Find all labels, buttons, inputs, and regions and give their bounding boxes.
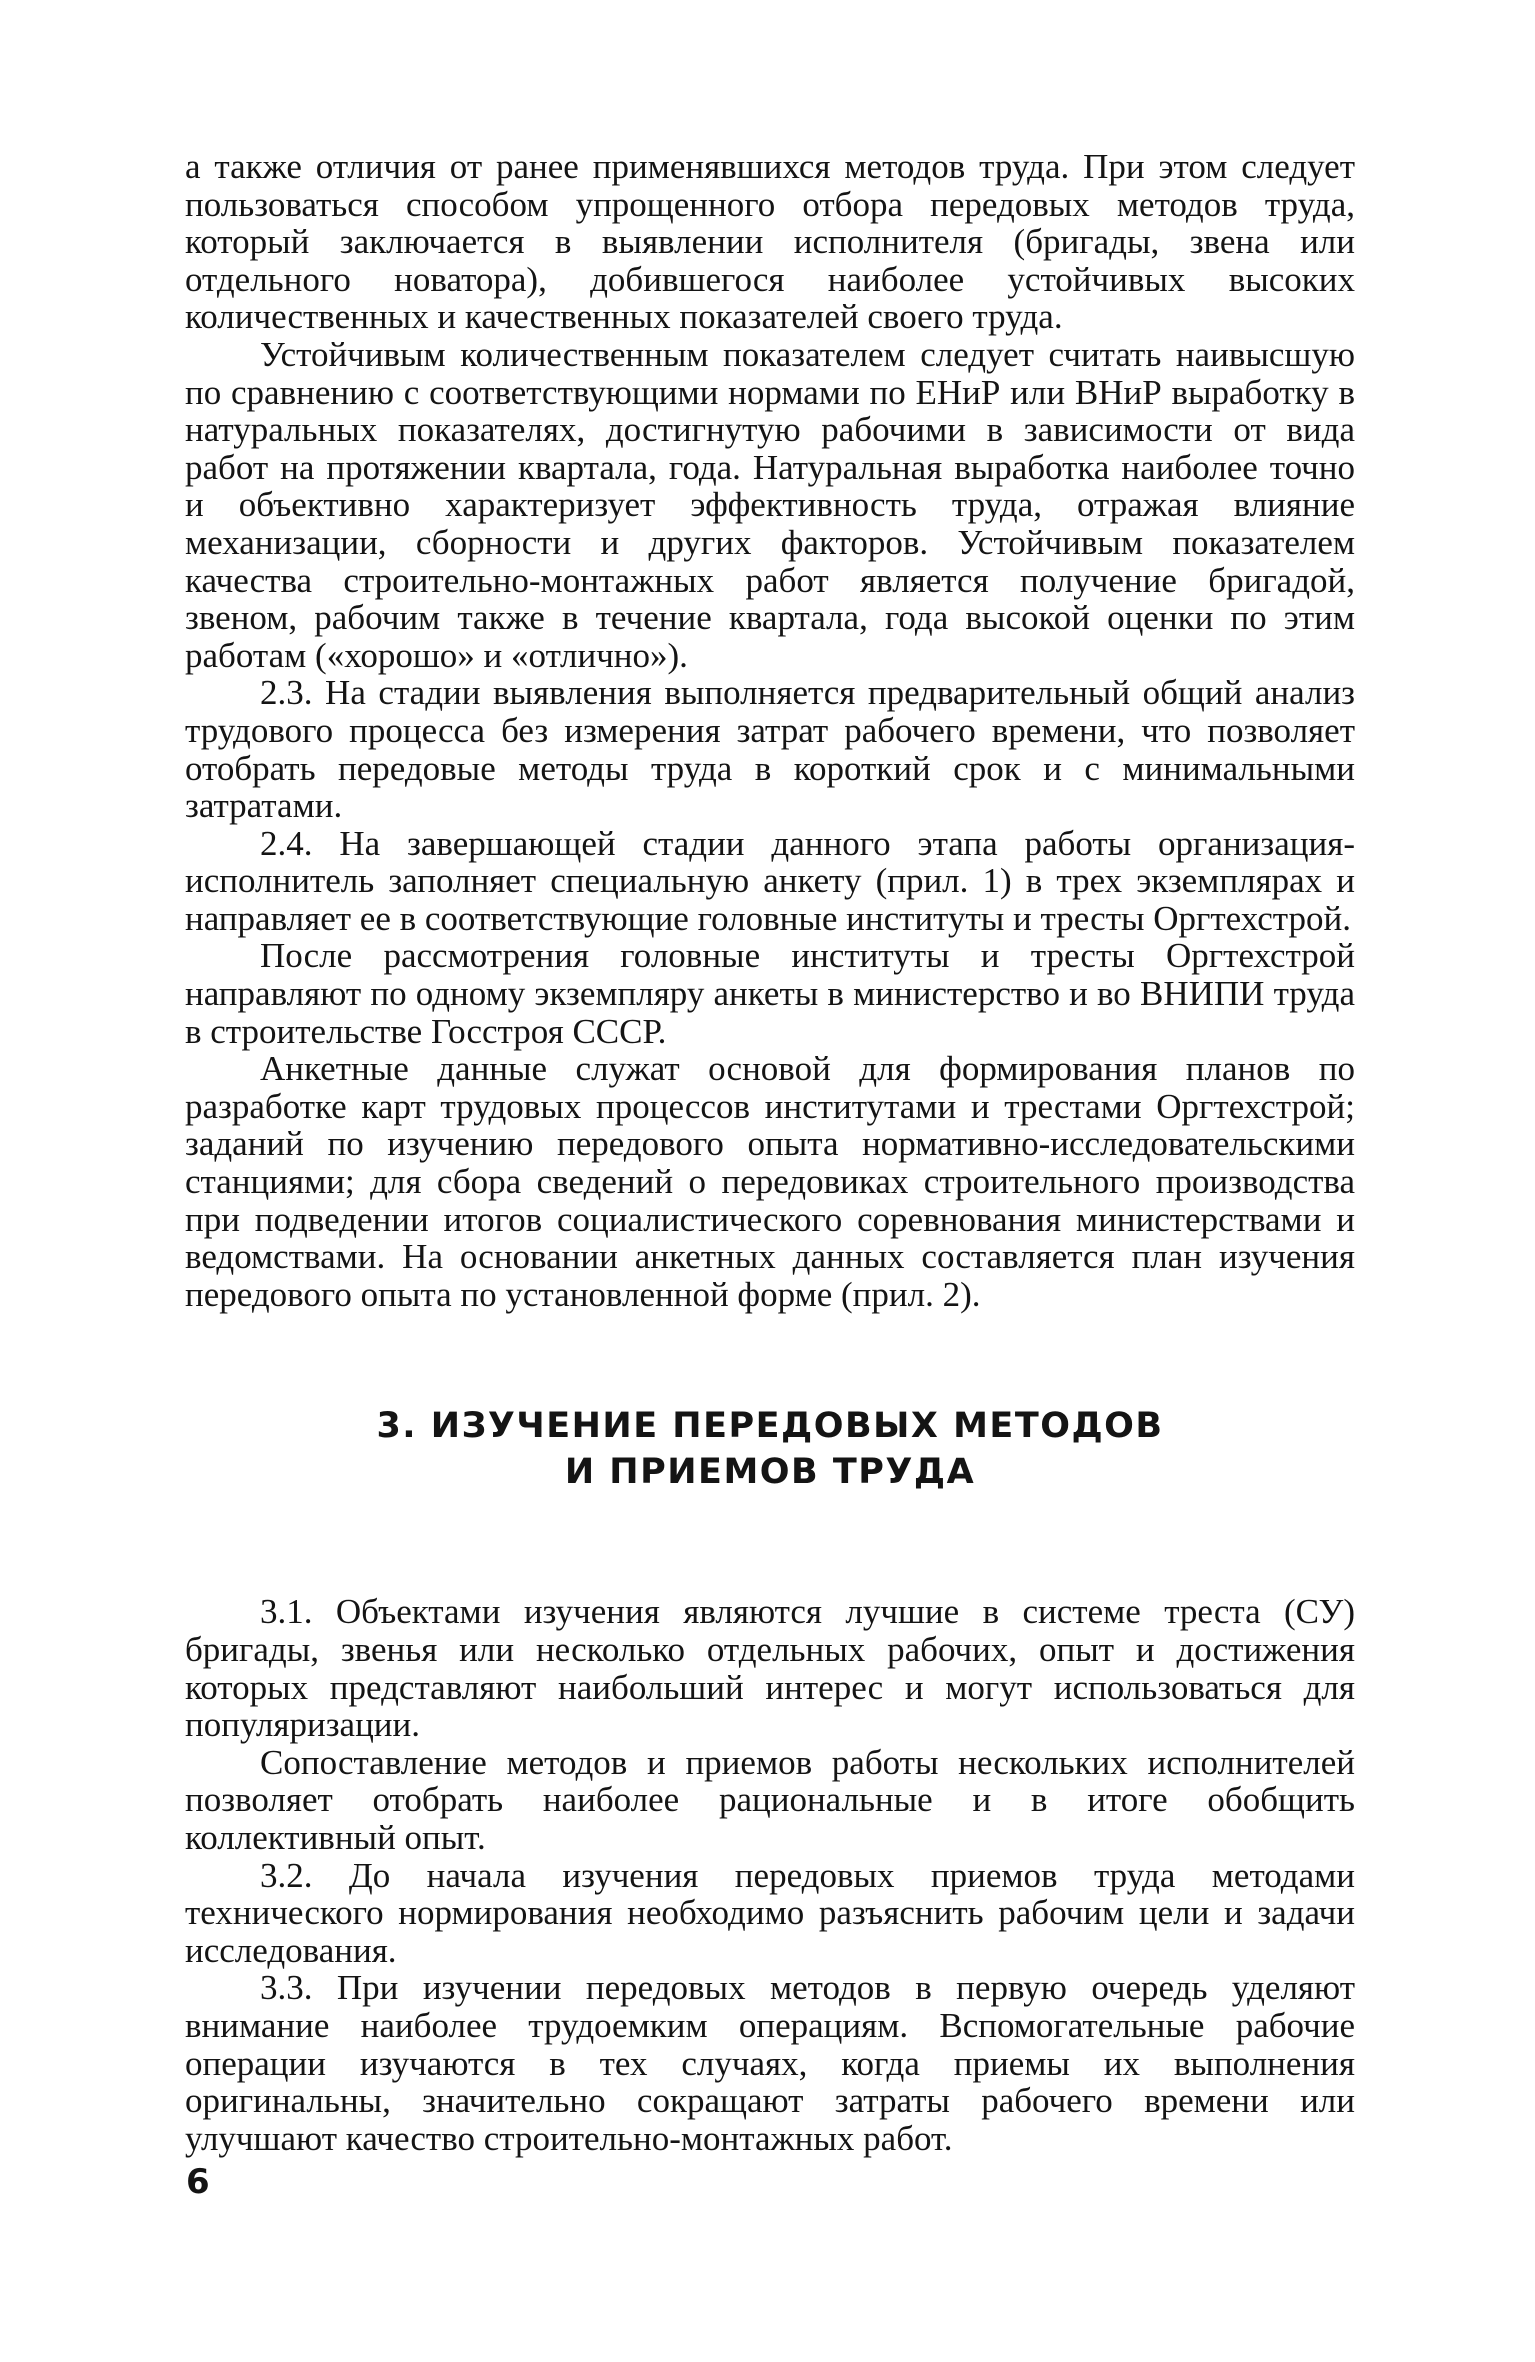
paragraph: После рассмотрения головные институты и тресты Оргтехстрой направляют по одному экземпляру анкеты в министерство и во ВНИПИ труда в строительстве Госстроя СССР. bbox=[185, 936, 1355, 1051]
page-number: 6 bbox=[186, 2162, 210, 2202]
section-heading-line: 3. ИЗУЧЕНИЕ ПЕРЕДОВЫХ МЕТОДОВ bbox=[376, 1406, 1164, 1447]
paragraph: а также отличия от ранее применявшихся методов труда. При этом следует пользоваться способом упрощенного отбора передовых методов труда, который заключается в выявлении исполнителя (бригады, звена или отдельного новатора), добившегося наиболее устойчивых высоких количественных и качественных показателей своего труда. bbox=[185, 147, 1355, 337]
paragraph: Сопоставление методов и приемов работы нескольких исполнителей позволяет отобрать наиболее рациональные и в итоге обобщить коллективный опыт. bbox=[185, 1742, 1355, 1857]
paragraph: 3.2. До начала изучения передовых приемов труда методами технического нормирования необходимо разъяснить рабочим цели и задачи исследования. bbox=[185, 1855, 1355, 1970]
page-body bbox=[185, 148, 1355, 2157]
paragraph: 3.1. Объектами изучения являются лучшие в системе треста (СУ) бригады, звенья или несколько отдельных рабочих, опыт и достижения которых представляют наибольший интерес и могут использоваться для популяризации. bbox=[185, 1592, 1355, 1745]
paragraph: 2.4. На завершающей стадии данного этапа работы организация-исполнитель заполняет специальную анкету (прил. 1) в трех экземплярах и направляет ее в соответствующие головные институты и тресты Оргтехстрой. bbox=[185, 823, 1355, 938]
paragraph: 2.3. На стадии выявления выполняется предварительный общий анализ трудового процесса без измерения затрат рабочего времени, что позволяет отобрать передовые методы труда в короткий срок и с минимальными затратами. bbox=[185, 673, 1355, 826]
paragraph: 3.3. При изучении передовых методов в первую очередь уделяют внимание наиболее трудоемким операциям. Вспомогательные рабочие операции изучаются в тех случаях, когда приемы их выполнения оригинальны, значительно сокращают затраты рабочего времени или улучшают качество строительно-монтажных работ. bbox=[185, 1968, 1355, 2158]
section-heading-line: И ПРИЕМОВ ТРУДА bbox=[564, 1452, 976, 1493]
paragraph: Анкетные данные служат основой для формирования планов по разработке карт трудовых процессов институтами и трестами Оргтехстрой; заданий по изучению передового опыта нормативно-исследовательскими станциями; для сбора сведений о передовиках строительного производства при подведении итогов социалистического соревнования министерствами и ведомствами. На основании анкетных данных составляется план изучения передового опыта по установленной форме (прил. 2). bbox=[185, 1049, 1355, 1314]
paragraph: Устойчивым количественным показателем следует считать наивысшую по сравнению с соответствующими нормами по ЕНиР или ВНиР выработку в натуральных показателях, достигнутую рабочими в зависимости от вида работ на протяжении квартала, года. Натуральная выработка наиболее точно и объективно характеризует эффективность труда, отражая влияние механизации, сборности и других факторов. Устойчивым показателем качества строительно-монтажных работ является получение бригадой, звеном, рабочим также в течение квартала, года высокой оценки по этим работам («хорошо» и «отлично»). bbox=[185, 334, 1355, 675]
section-heading bbox=[185, 1403, 1355, 1495]
